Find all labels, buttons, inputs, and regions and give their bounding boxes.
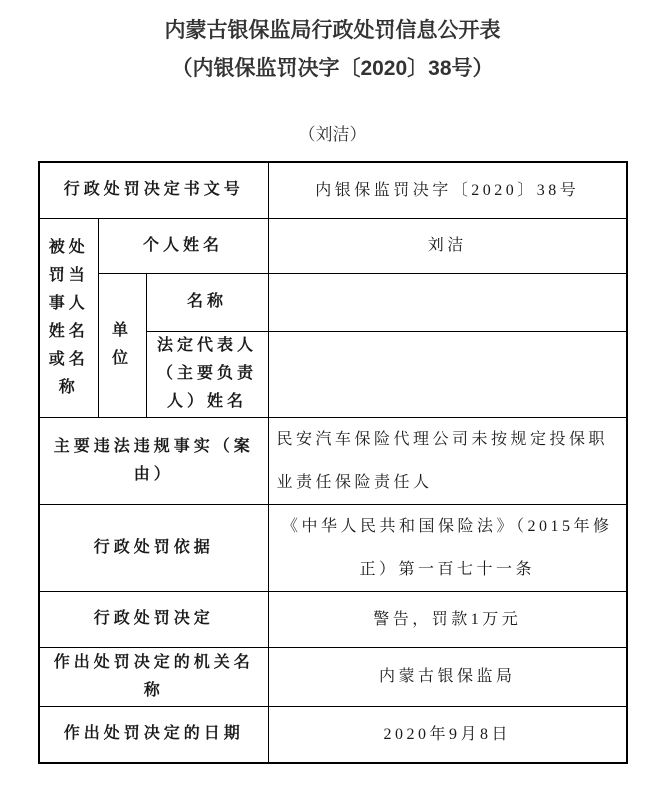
row-deciding-authority [39,647,627,706]
row-penalty-decision [39,591,627,647]
violation-facts-label: 主要违法违规事实（案由） [39,417,268,504]
unit-name-value [268,273,627,331]
personal-name-label: 个人姓名 [98,218,268,273]
penalty-decision-label: 行政处罚决定 [39,591,268,647]
penalty-basis-value: 《中华人民共和国保险法》（2015年修正）第一百七十一条 [268,504,627,591]
row-violation-facts [39,417,627,504]
decision-date-label: 作出处罚决定的日期 [39,706,268,763]
document-number-label: 行政处罚决定书文号 [39,162,268,218]
document-subtitle-person: （刘洁） [298,125,367,144]
legal-representative-value [268,331,627,417]
document-title-line2: （内银保监罚决字〔2020〕38号） [171,57,494,80]
row-unit-name [39,273,627,331]
legal-representative-label: 法定代表人（主要负责人）姓名 [146,331,268,417]
penalty-basis-label: 行政处罚依据 [39,504,268,591]
document-title [0,0,665,88]
row-personal-name [39,218,627,273]
deciding-authority-label: 作出处罚决定的机关名称 [39,647,268,706]
party-name-label: 被处罚当事人姓名或名称 [39,218,98,417]
personal-name-value: 刘洁 [268,218,627,273]
row-document-number [39,162,627,218]
unit-label: 单位 [98,273,146,417]
row-penalty-basis [39,504,627,591]
decision-date-value: 2020年9月8日 [268,706,627,763]
unit-name-label: 名称 [146,273,268,331]
row-decision-date [39,706,627,763]
penalty-info-table [38,161,628,764]
penalty-decision-value: 警告，罚款1万元 [268,591,627,647]
document-number-value: 内银保监罚决字〔2020〕38号 [268,162,627,218]
deciding-authority-value: 内蒙古银保监局 [268,647,627,706]
violation-facts-value: 民安汽车保险代理公司未按规定投保职业责任保险责任人 [268,417,627,504]
document-title-line1: 内蒙古银保监局行政处罚信息公开表 [164,19,501,42]
